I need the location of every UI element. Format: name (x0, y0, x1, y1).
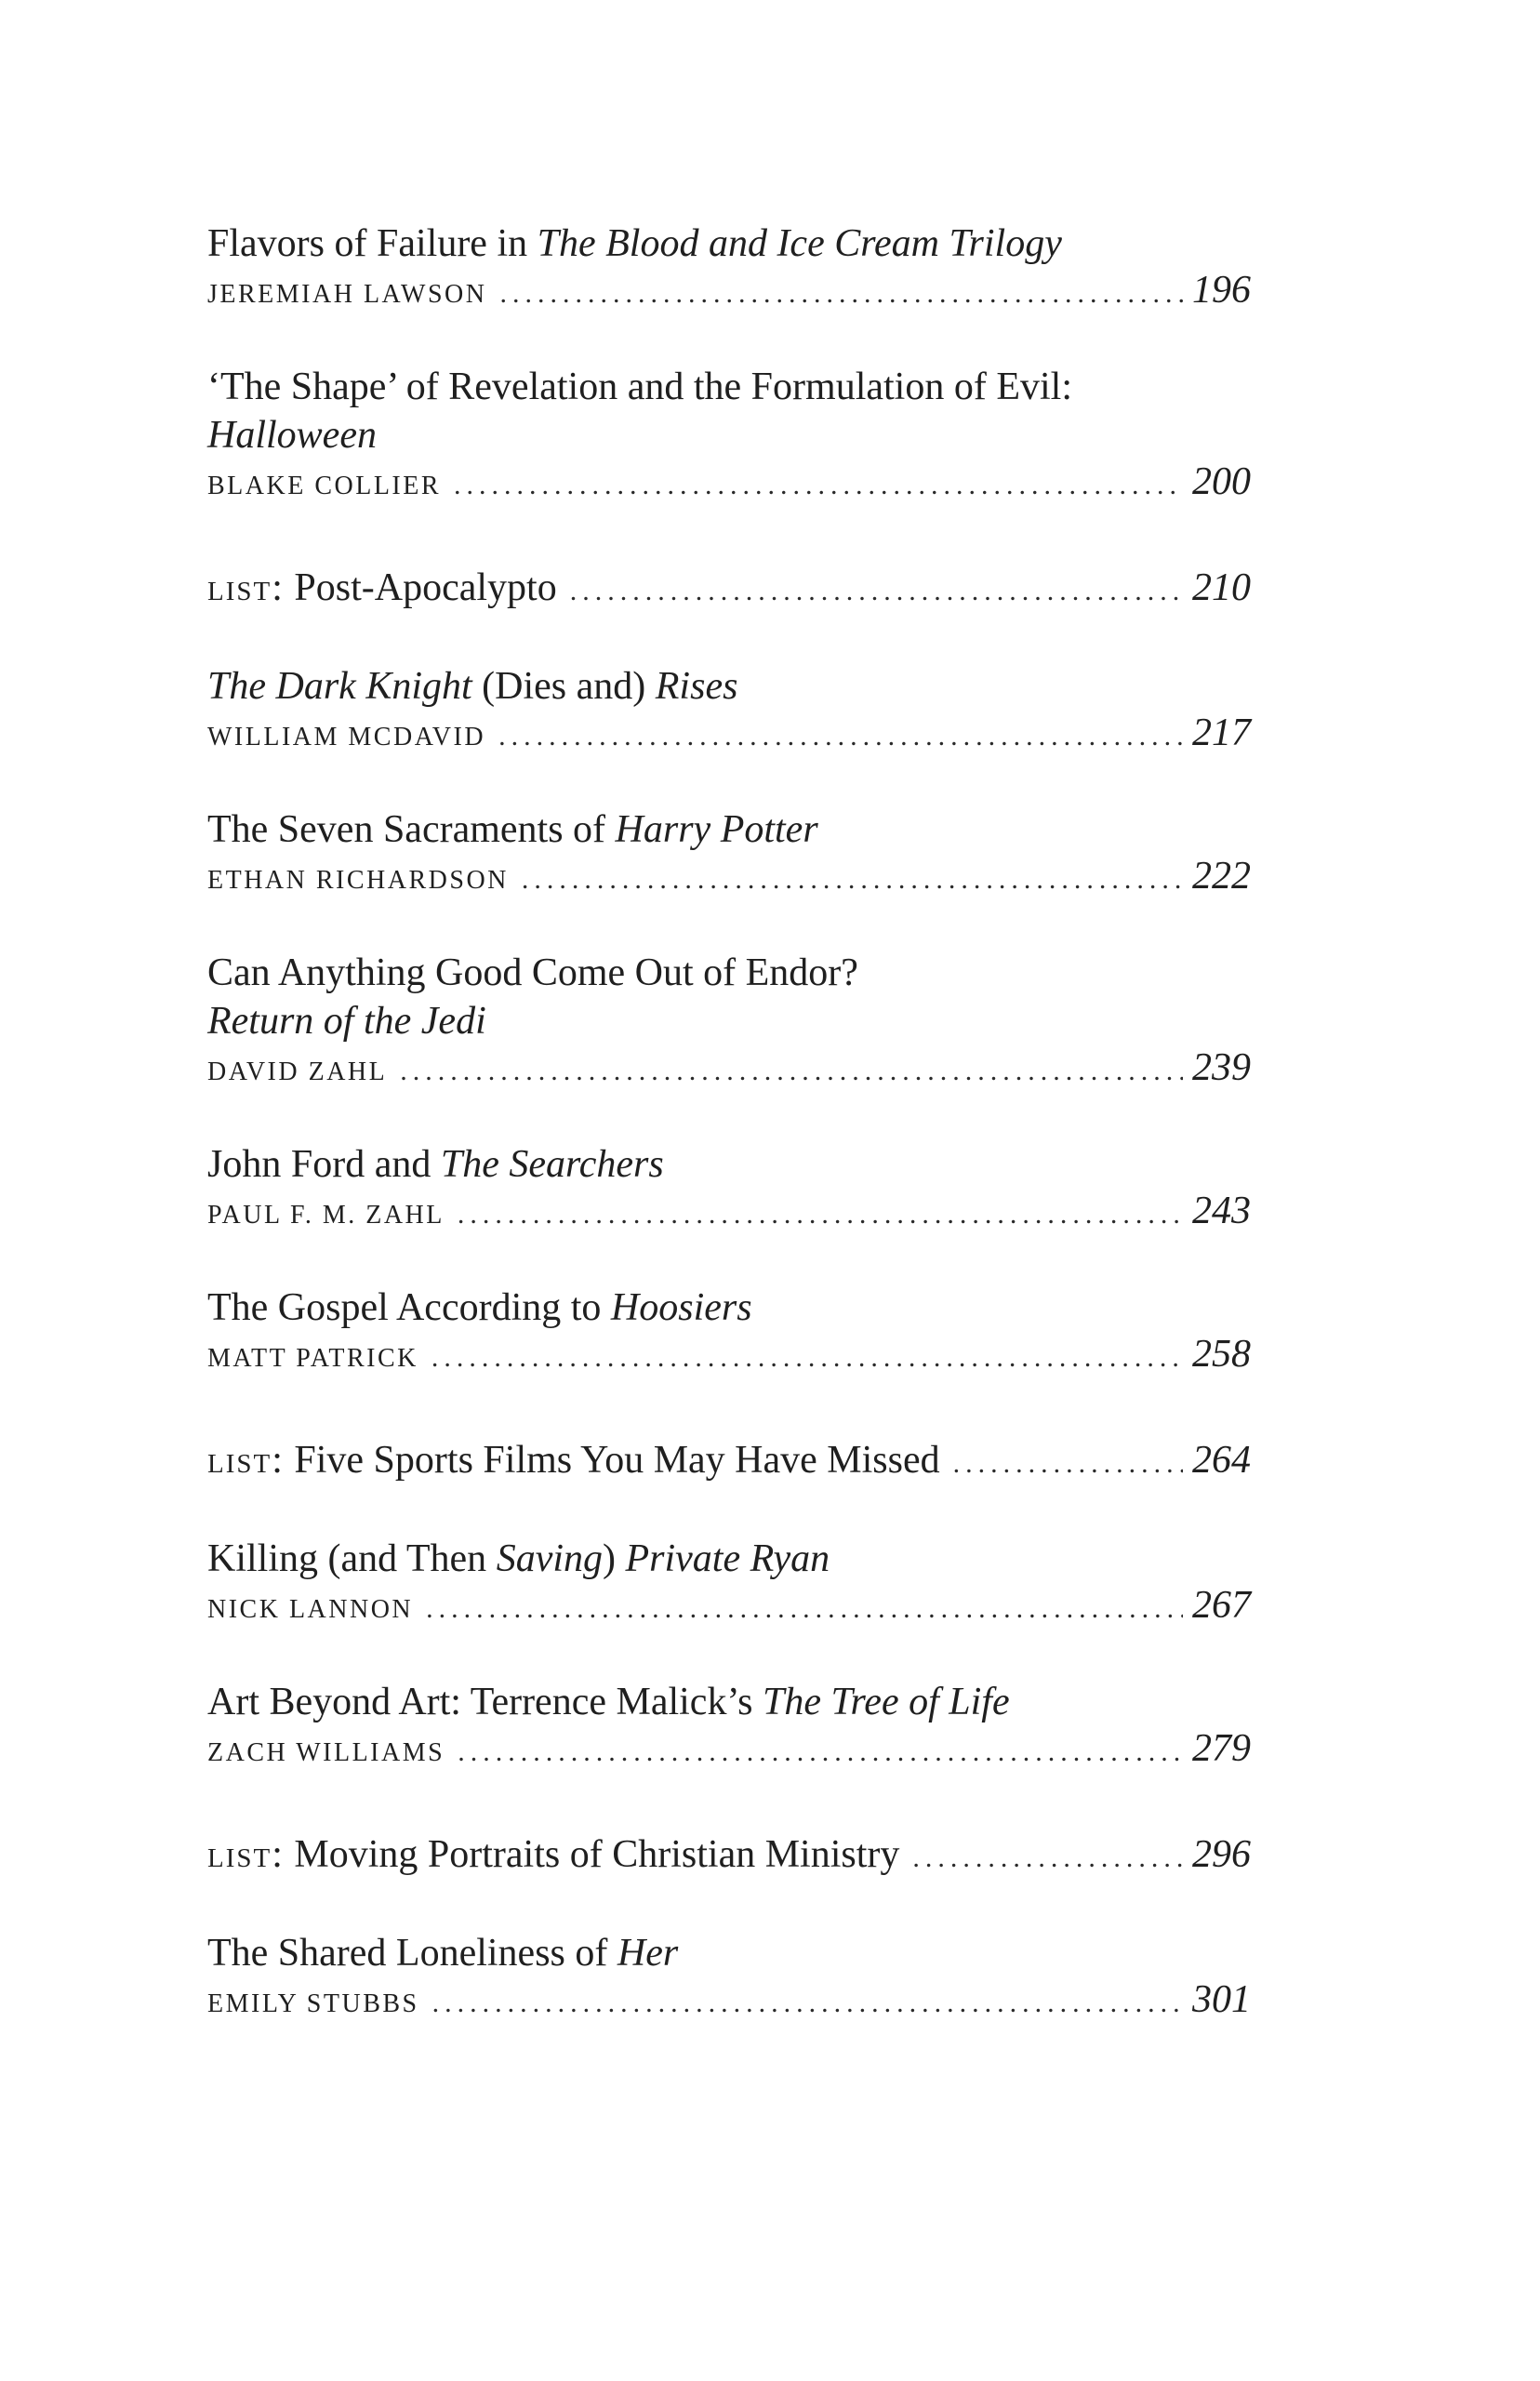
title-italic: Harry Potter (615, 808, 818, 851)
dot-leader (912, 1834, 1183, 1882)
list-line (207, 564, 1251, 612)
author-name: DAVID ZAHL (207, 1057, 388, 1086)
list-title (207, 564, 557, 612)
page-number: 217 (1192, 712, 1251, 754)
page-number: 239 (1192, 1046, 1251, 1089)
dot-leader (426, 1587, 1183, 1631)
toc-entry (207, 564, 1251, 612)
author-line (207, 1332, 1251, 1377)
dot-leader (499, 272, 1183, 316)
page-number: 200 (1192, 460, 1251, 503)
toc-entry (207, 1678, 1251, 1771)
page-number: 279 (1192, 1727, 1251, 1770)
author-line (207, 1045, 1251, 1090)
title-text: Art Beyond Art: Terrence Malick’s (207, 1681, 763, 1723)
dot-leader (498, 714, 1183, 759)
page-number: 301 (1192, 1978, 1251, 2021)
title-text: (Dies and) (471, 665, 656, 708)
entry-title (207, 1140, 1251, 1189)
dot-leader (431, 1336, 1183, 1380)
page-number: 267 (1192, 1584, 1251, 1627)
list-title (207, 1830, 899, 1879)
list-line (207, 1830, 1251, 1879)
list-label: list: (207, 566, 285, 609)
entry-title-line2 (207, 997, 1251, 1045)
entry-title-line2 (207, 411, 1251, 459)
title-italic: The Dark Knight (207, 665, 472, 708)
author-line (207, 1583, 1251, 1628)
title-text: Killing (and Then (207, 1537, 497, 1580)
title-text: The Gospel According to (207, 1286, 611, 1329)
entry-title (207, 363, 1251, 411)
title-italic: Halloween (207, 414, 377, 457)
entry-title (207, 1929, 1251, 1977)
toc-entry (207, 1284, 1251, 1377)
entry-title (207, 662, 1251, 711)
entry-title (207, 1535, 1251, 1583)
dot-leader (400, 1049, 1183, 1094)
author-line (207, 1189, 1251, 1233)
page-number: 196 (1192, 269, 1251, 312)
page-number: 210 (1192, 566, 1251, 609)
toc-entry (207, 1929, 1251, 2022)
author-name: NICK LANNON (207, 1595, 414, 1624)
toc-entry (207, 1140, 1251, 1233)
dot-leader (458, 1730, 1183, 1775)
author-name: ETHAN RICHARDSON (207, 866, 509, 895)
title-italic: Rises (655, 665, 738, 708)
toc-entry (207, 805, 1251, 898)
title-italic: Return of the Jedi (207, 1000, 486, 1043)
toc-entry (207, 1830, 1251, 1879)
page-number: 243 (1192, 1190, 1251, 1232)
toc-entry (207, 1436, 1251, 1484)
toc-entry (207, 1535, 1251, 1628)
author-line (207, 459, 1251, 504)
author-name: BLAKE COLLIER (207, 472, 442, 500)
author-name: EMILY STUBBS (207, 1989, 419, 2018)
author-name: MATT PATRICK (207, 1344, 418, 1373)
dot-leader (458, 1192, 1183, 1237)
dot-leader (522, 858, 1183, 902)
toc-entry (207, 662, 1251, 755)
author-line (207, 711, 1251, 755)
title-text: John Ford and (207, 1143, 441, 1186)
dot-leader (454, 463, 1183, 508)
author-line (207, 854, 1251, 898)
author-name: ZACH WILLIAMS (207, 1738, 445, 1767)
entry-title (207, 1678, 1251, 1726)
author-line (207, 268, 1251, 313)
title-italic: The Searchers (440, 1143, 664, 1186)
list-label: list: (207, 1833, 285, 1876)
title-italic: Her (617, 1932, 679, 1975)
entry-title (207, 219, 1251, 268)
title-italic: The Tree of Life (762, 1681, 1010, 1723)
entry-title (207, 949, 1251, 997)
title-text: ‘The Shape’ of Revelation and the Formulation of Evil: (207, 366, 1072, 408)
page-number: 258 (1192, 1333, 1251, 1376)
title-text: ) (603, 1537, 626, 1580)
page-number: 222 (1192, 855, 1251, 898)
title-italic: The Blood and Ice Cream Trilogy (537, 222, 1062, 265)
dot-leader (570, 567, 1183, 616)
dot-leader (432, 1981, 1183, 2026)
title-text: Flavors of Failure in (207, 222, 538, 265)
entry-title (207, 805, 1251, 854)
list-title (207, 1436, 940, 1484)
author-name: JEREMIAH LAWSON (207, 280, 487, 309)
dot-leader (953, 1440, 1183, 1488)
entry-title (207, 1284, 1251, 1332)
page-number: 296 (1192, 1833, 1251, 1876)
table-of-contents (207, 219, 1251, 2022)
author-name: PAUL F. M. ZAHL (207, 1201, 445, 1230)
title-text: Post-Apocalypto (294, 566, 557, 609)
title-text: Moving Portraits of Christian Ministry (294, 1833, 900, 1876)
toc-entry (207, 363, 1251, 504)
title-italic: Private Ryan (625, 1537, 830, 1580)
title-text: Can Anything Good Come Out of Endor? (207, 951, 858, 994)
title-text: The Seven Sacraments of (207, 808, 616, 851)
title-italic: Saving (496, 1537, 603, 1580)
toc-entry (207, 949, 1251, 1090)
author-name: WILLIAM MCDAVID (207, 723, 486, 752)
title-text: Five Sports Films You May Have Missed (294, 1439, 940, 1482)
list-label: list: (207, 1439, 285, 1482)
list-line (207, 1436, 1251, 1484)
title-text: The Shared Loneliness of (207, 1932, 617, 1975)
author-line (207, 1726, 1251, 1771)
page-number: 264 (1192, 1439, 1251, 1482)
title-italic: Hoosiers (610, 1286, 752, 1329)
author-line (207, 1977, 1251, 2022)
toc-entry (207, 219, 1251, 313)
